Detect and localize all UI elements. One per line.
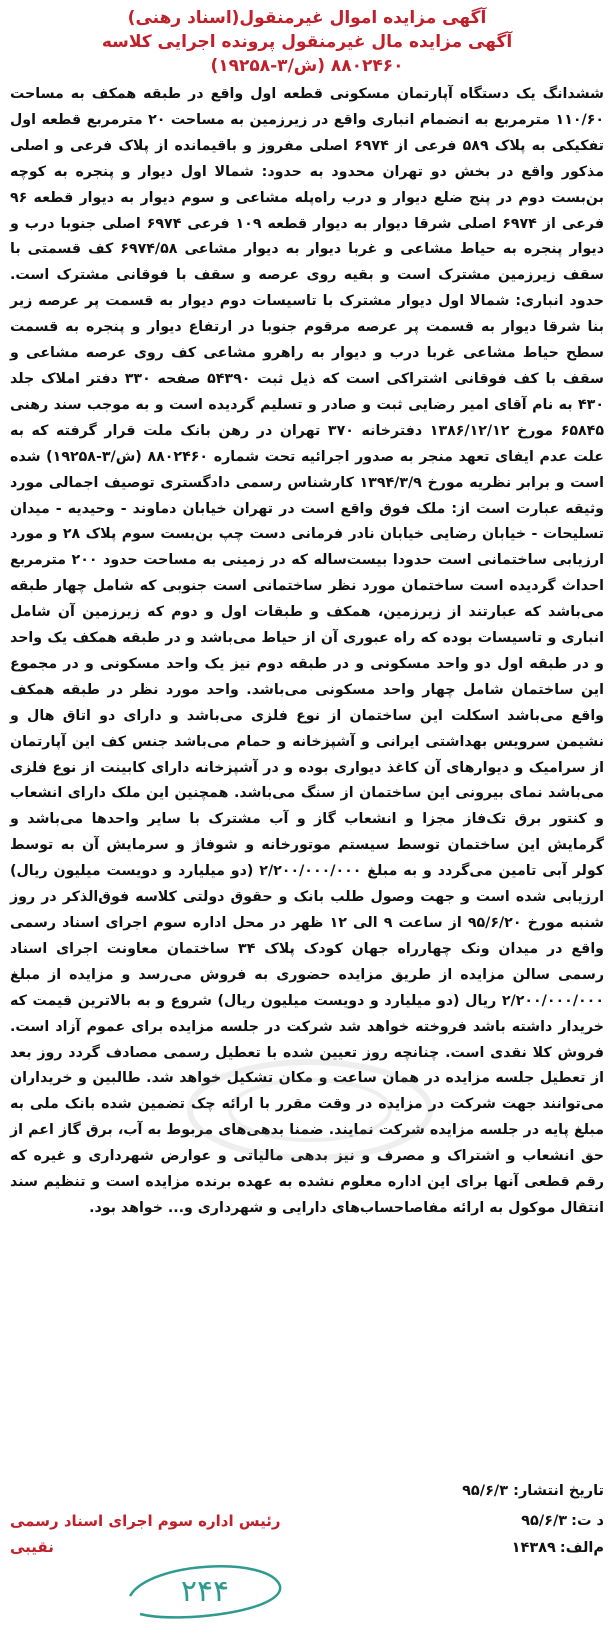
signer-name: نقیبی: [10, 1538, 54, 1556]
notice-subtitle: آگهی مزایده مال غیرمنقول پرونده اجرایی کلاسه: [101, 32, 513, 52]
notice-footer: [10, 1478, 604, 1628]
alef-label: م‌الف:: [559, 1540, 604, 1556]
signature-number: ۲۴۴: [180, 1574, 230, 1609]
publication-date-value: ۹۵/۶/۳: [462, 1483, 509, 1499]
notice-body: ششدانگ یک دستگاه آپارتمان مسکونی قطعه اول واقع در طبقه همکف به مساحت ۱۱۰/۶۰ مترمربع به انضمام انباری واقع در زیرزمین به مساحت ۲۰ مترمربع قطعه اول تفکیکی به پلاک ۵۸۹ فرعی از ۶۹۷۴ اصلی مفروز و باقیمانده از پلاک فرعی و اصلی مذکور واقع در بخش دو تهران محدود به حدود: شمالا اول دیوار و پنجره به کوچه بن‌بست دوم در پنج ضلع دیوار و درب راه‌پله مشاعی و سوم دیوار به دیوار قطعه ۹۶ فرعی از ۶۹۷۴ اصلی شرقا دیوار به دیوار قطعه ۱۰۹ فرعی ۶۹۷۴ اصلی جنوبا درب و دیوار پنجره به حیاط مشاعی و غربا دیوار به دیوار مشاعی ۶۹۷۴/۵۸ کف قسمتی با سقف زیرزمین مشترک است و بقیه روی عرصه و سقف با فوقانی مشترک است. حدود انباری: شمالا اول دیوار مشترک با تاسیسات دوم دیوار به قسمت پر عرصه زیر بنا شرقا دیوار به قسمت پر عرصه مرقوم جنوبا در ارتفاع دیوار و پنجره به قسمت سطح حیاط مشاعی غربا درب و دیوار به راهرو مشاعی کف روی عرصه مشاعی و سقف با کف فوقانی اشتراکی است که ذیل ثبت ۵۴۳۹۰ صفحه ۳۳۰ دفتر املاک جلد ۴۳۰ به نام آقای امیر رضایی ثبت و صادر و تسلیم گردیده است و به موجب سند رهنی ۶۵۸۴۵ مورخ ۱۳۸۶/۱۲/۱۲ دفترخانه ۳۷۰ تهران در رهن بانک ملت قرار گرفته که به علت عدم ایفای تعهد منجر به صدور اجرائیه تحت شماره ۸۸۰۲۴۶۰ (ش/۳-۱۹۲۵۸) شده است و برابر نظریه مورخ ۱۳۹۴/۳/۹ کارشناس رسمی دادگستری توصیف اجمالی مورد وثیقه عبارت است از: ملک فوق واقع است در تهران خیابان دماوند - وحیدیه - میدان تسلیحات - خیابان رضایی خیابان نادر فرمانی دست چپ بن‌بست سوم پلاک ۲۸ و مورد ارزیابی ساختمانی است حدودا بیست‌ساله که در زمینی به مساحت حدود ۲۰۰ مترمربع احداث گردیده است ساختمان مورد نظر ساختمانی است جنوبی که شامل چهار طبقه می‌باشد که عبارتند از زیرزمین، همکف و طبقات اول و دوم که زیرزمین آن شامل انباری و تاسیسات بوده که راه عبوری آن از حیاط می‌باشد و در طبقه همکف یک واحد و در طبقه اول دو واحد مسکونی و در طبقه دوم نیز یک واحد مسکونی و در مجموع این ساختمان شامل چهار واحد مسکونی می‌باشد. واحد مورد نظر در طبقه همکف واقع می‌باشد اسکلت این ساختمان از نوع فلزی می‌باشد و دارای دو اتاق هال و نشیمن سرویس بهداشتی ایرانی و آشپزخانه و حمام می‌باشد جنس کف این آپارتمان از سرامیک و دیوارهای آن کاغذ دیواری بوده و در آشپزخانه دارای کابینت از نوع فلزی می‌باشد نمای بیرونی این ساختمان از سنگ می‌باشد. همچنین این ملک دارای انشعاب و کنتور برق تک‌فاز مجزا و انشعاب گاز و آب مشترک با سایر واحدها می‌باشد و گرمایش این ساختمان توسط سیستم موتورخانه و شوفاژ و سرمایش آن به توسط کولر آبی تامین می‌گردد و به مبلغ ۲/۲۰۰/۰۰۰/۰۰۰ (دو میلیارد و دویست میلیون ریال) ارزیابی شده است و جهت وصول طلب بانک و حقوق دولتی کلاسه فوق‌الذکر در روز شنبه مورخ ۹۵/۶/۲۰ از ساعت ۹ الی ۱۲ ظهر در محل اداره سوم اجرای اسناد رسمی واقع در میدان ونک چهارراه جهان کودک پلاک ۳۴ ساختمان معاونت اجرای اسناد رسمی سالن مزایده از طریق مزایده حضوری به فروش می‌رسد و مزایده از مبلغ ۲/۲۰۰/۰۰۰/۰۰۰ ریال (دو میلیارد و دویست میلیون ریال) شروع و به بالاترین قیمت که خریدار داشته باشد فروخته خواهد شد شرکت در جلسه مزایده برای عموم آزاد است. فروش کلا نقدی است. چنانچه روز تعیین شده با تعطیل رسمی مصادف گردد روز بعد از تعطیل جلسه مزایده در همان ساعت و مکان تشکیل خواهد شد. طالبین و خریداران می‌توانند جهت شرکت در مزایده در وقت مقرر با ارائه چک تضمین شده بانک ملی به مبلغ پایه در جلسه مزایده شرکت نمایند. ضمنا بدهی‌های مربوط به آب، برق گاز اعم از حق انشعاب و اشتراک و مصرف و نیز بدهی مالیاتی و عوارض شهرداری و غیره که رقم قطعی آنها برای این اداره معلوم نشده به عهده برنده مزایده است و تنظیم سند انتقال موکول به ارائه مفاصاحساب‌های دارایی و شهرداری و... خواهد بود.: [10, 86, 605, 1216]
signer-block: [10, 1508, 310, 1560]
notice-header: [10, 6, 604, 78]
dt-label: د ت:: [571, 1513, 604, 1529]
publication-date: [462, 1478, 604, 1504]
notice-title: آگهی مزایده اموال غیرمنقول(اسناد رهنی): [127, 8, 487, 28]
dt-reference: [512, 1508, 604, 1535]
publication-date-label: تاریخ انتشار:: [513, 1483, 604, 1499]
dt-value: ۹۵/۶/۳: [521, 1513, 568, 1529]
case-number: ۸۸۰۲۴۶۰ (ش/۳-۱۹۲۵۸): [210, 56, 404, 76]
handwritten-number-signature: [120, 1556, 290, 1626]
alef-value: ۱۴۳۸۹: [511, 1540, 556, 1556]
reference-numbers: [512, 1508, 604, 1562]
alef-reference: [512, 1535, 604, 1562]
signer-title: رئیس اداره سوم اجرای اسناد رسمی: [10, 1512, 281, 1530]
